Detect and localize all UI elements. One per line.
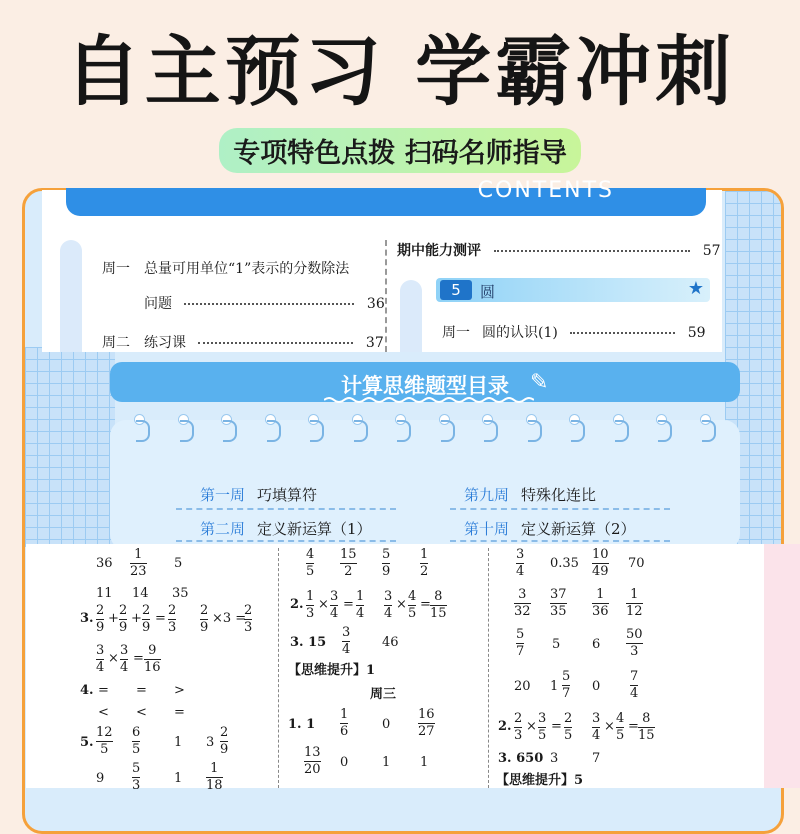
ct-row: 第一周 巧填算符: [200, 486, 318, 504]
toc-entry: 周二 练习课 37: [102, 335, 384, 351]
binder-loop: [484, 420, 498, 442]
fraction: 3 4: [592, 711, 601, 743]
question-number: 3.: [80, 611, 94, 626]
fraction: 2 9: [200, 603, 209, 635]
unit-banner: [436, 278, 710, 302]
binder-loop: [267, 420, 281, 442]
fraction: 2 3: [514, 711, 523, 743]
fraction: 9 16: [144, 643, 161, 675]
fraction: 2 3: [244, 603, 253, 635]
ct-title: 计算思维题型目录: [341, 374, 509, 398]
fraction: 1 23: [130, 547, 147, 579]
fraction: 1 36: [592, 587, 609, 619]
binder-loop: [702, 420, 716, 442]
binder-loop: [180, 420, 194, 442]
fraction: 5 7: [562, 669, 571, 701]
question-number: 3. 650: [498, 751, 544, 766]
question-number: 2.: [290, 597, 304, 612]
grid-left: [25, 347, 115, 547]
binder-loop: [397, 420, 411, 442]
day-heading: 周三: [370, 687, 397, 702]
binder-loop: [615, 420, 629, 442]
question-number: 3. 15: [290, 635, 327, 650]
ct-row-separator: [176, 508, 396, 510]
fraction: 7 4: [630, 669, 639, 701]
toc-entry-cont: 问题 36: [144, 296, 385, 312]
contents-word: CONTENTS: [477, 178, 614, 203]
ct-row: 第九周 特殊化连比: [464, 486, 597, 504]
fraction: 10 49: [592, 547, 609, 579]
ct-header: [110, 362, 740, 402]
fraction: 3 4: [330, 589, 339, 621]
fraction: 3 4: [120, 643, 129, 675]
fraction: 16 27: [418, 707, 435, 739]
fraction: 3 4: [96, 643, 105, 675]
answer-value: 36: [96, 556, 113, 571]
ct-row: 第二周 定义新运算（1）: [200, 520, 372, 538]
fraction: 1 3: [306, 589, 315, 621]
think-upgrade: 【思维提升】1: [288, 663, 376, 678]
ct-section: [110, 362, 740, 542]
toc-entry: 周一 总量可用单位“1”表示的分数除法: [102, 261, 350, 277]
fraction: 4 5: [408, 589, 417, 621]
question-number: 2.: [498, 719, 512, 734]
question-number: 4.: [80, 683, 94, 698]
page-edge: [764, 544, 800, 788]
fraction: 2 9: [119, 603, 128, 635]
ct-row-separator: [450, 540, 670, 542]
operator: ×3 =: [212, 611, 247, 626]
subtitle: 专项特色点拨 扫码名师指导: [219, 128, 580, 173]
page-title: 自主预习 学霸冲刺: [64, 27, 736, 116]
answer-value: 35: [172, 586, 189, 601]
binder-loop: [658, 420, 672, 442]
fraction: 2 3: [168, 603, 177, 635]
star-icon: ★: [687, 278, 704, 299]
fraction: 1 4: [356, 589, 365, 621]
toc-side-tab: [60, 240, 82, 352]
fraction: 2 9: [220, 725, 229, 757]
binder-loop: [571, 420, 585, 442]
fraction: 3 4: [384, 589, 393, 621]
ct-row-separator: [176, 540, 396, 542]
ct-row: 第十周 定义新运算（2）: [464, 520, 636, 538]
fraction: 6 5: [132, 725, 141, 757]
think-upgrade: 【思维提升】5: [496, 773, 584, 788]
fraction: 50 3: [626, 627, 643, 659]
question-number: 1. 1: [288, 717, 316, 732]
fraction: 3 4: [516, 547, 525, 579]
binder-loop: [441, 420, 455, 442]
answer-value: 5: [174, 556, 183, 571]
binder-loop: [136, 420, 150, 442]
subtitle-wrap: [0, 128, 800, 173]
binder-loop: [310, 420, 324, 442]
wave-decoration: [324, 396, 534, 404]
fraction: 2 9: [142, 603, 151, 635]
fraction: 8 15: [638, 711, 655, 743]
unit-number: 5: [440, 280, 472, 300]
fraction: 2 9: [96, 603, 105, 635]
fraction: 1 2: [420, 547, 429, 579]
fraction: 4 5: [306, 547, 315, 579]
binder-loop: [528, 420, 542, 442]
binder-loop: [354, 420, 368, 442]
fraction: 1 6: [340, 707, 349, 739]
fraction: 5 3: [132, 761, 141, 793]
fraction: 2 5: [564, 711, 573, 743]
fraction: 3 5: [538, 711, 547, 743]
fraction: 12 5: [96, 725, 113, 757]
fraction: 1 12: [626, 587, 643, 619]
unit-name: 圆: [480, 283, 496, 301]
fraction: 8 15: [430, 589, 447, 621]
fraction: 3 32: [514, 587, 531, 619]
question-number: 5.: [80, 735, 94, 750]
fraction: 15 2: [340, 547, 357, 579]
binder-loop: [223, 420, 237, 442]
ct-row-separator: [450, 508, 670, 510]
fraction: 1 18: [206, 761, 223, 793]
fraction: 5 9: [382, 547, 391, 579]
fraction: 4 5: [616, 711, 625, 743]
answer-column-divider: [488, 548, 489, 788]
fraction: 5 7: [516, 627, 525, 659]
fraction: 37 35: [550, 587, 567, 619]
pencil-icon: ✎: [530, 370, 549, 395]
toc-header-bar: [66, 178, 706, 216]
answer-column-divider: [278, 548, 279, 788]
fraction: 13 20: [304, 745, 321, 777]
answer-value: 11: [96, 586, 113, 601]
toc-entry: 周一 圆的认识(1) 59: [442, 325, 706, 341]
fraction: 3 4: [342, 625, 351, 657]
toc-midterm: 期中能力测评 57: [397, 243, 721, 259]
toc-side-tab: [400, 280, 422, 352]
toc-column-divider: [385, 240, 387, 352]
answer-value: 14: [132, 586, 149, 601]
